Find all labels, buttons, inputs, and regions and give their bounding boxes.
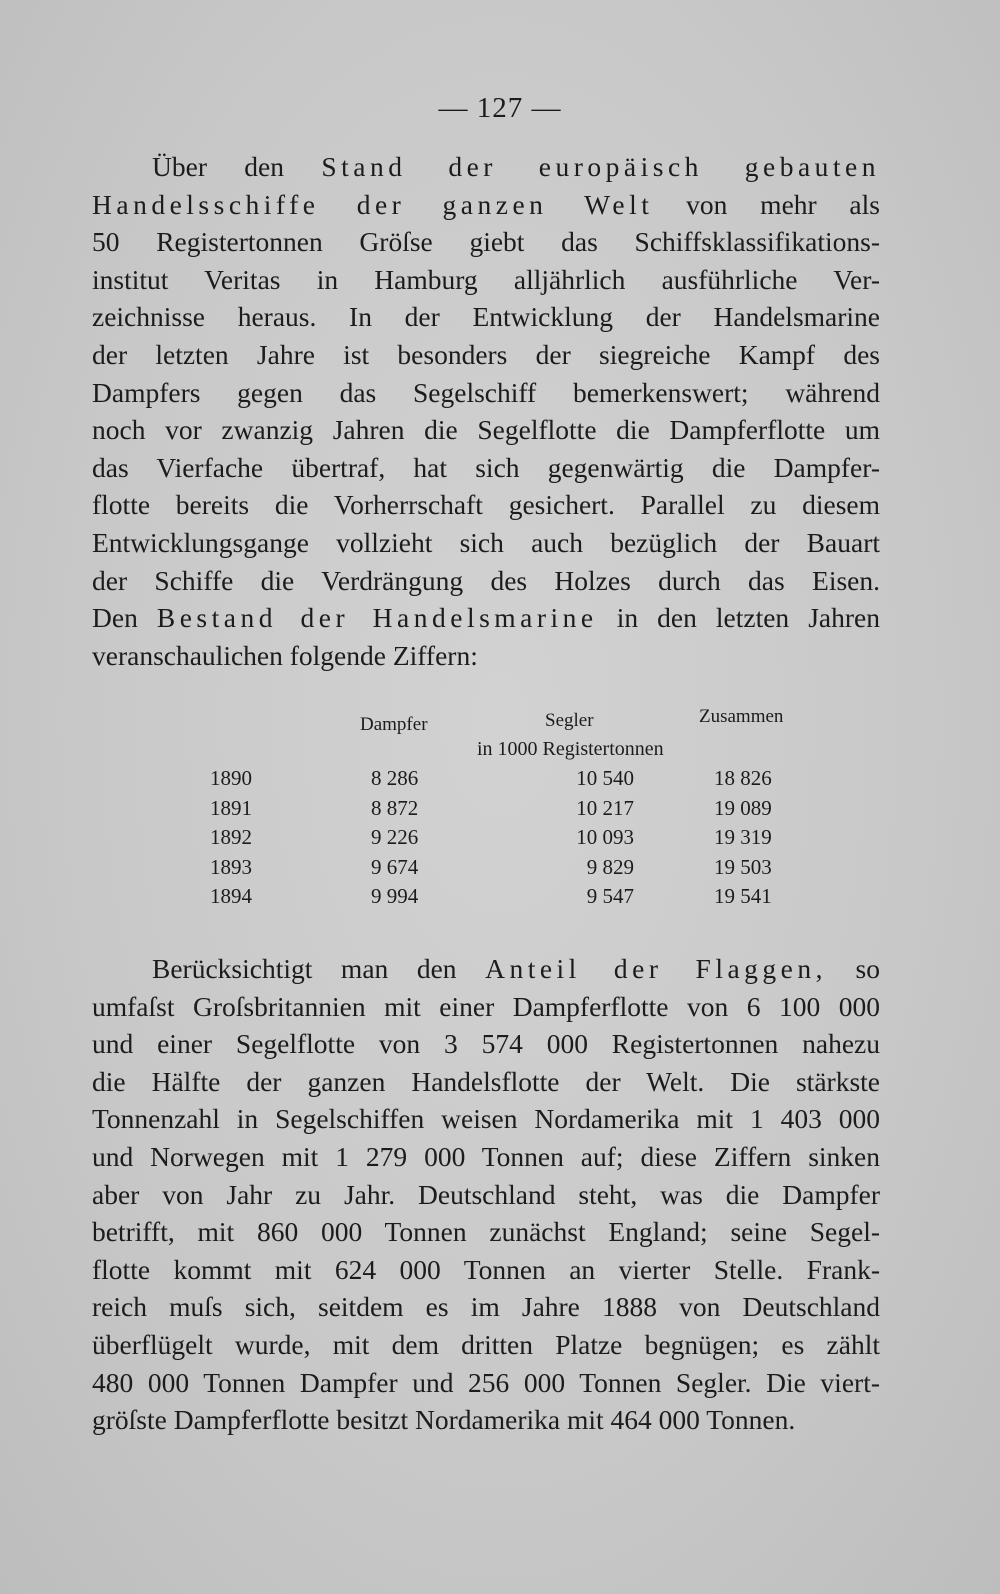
cell-dampfer: 9 226: [371, 825, 419, 849]
text-line: [92, 950, 880, 988]
text-run: betrifft, mit 860 000 Tonnen zunächst England; seine Segel-: [92, 1216, 880, 1248]
text-line: [92, 1251, 880, 1289]
text-run: die Hälfte der ganzen Handelsflotte der Welt. Die stärkste: [92, 1065, 880, 1097]
column-header-zusammen: Zusammen: [699, 706, 784, 727]
text-line: [92, 988, 880, 1026]
text-run: noch vor zwanzig Jahren die Segelflotte die Dampferflotte um: [92, 414, 880, 446]
cell-segler: 10 217: [576, 795, 634, 820]
paragraph-flags: [92, 950, 880, 1439]
text-line: [92, 1326, 880, 1364]
table-header: [92, 708, 892, 766]
text-run: zeichnisse heraus. In der Entwicklung der Handelsmarine: [92, 301, 880, 333]
text-line: [92, 1138, 880, 1176]
text-line: [92, 562, 880, 600]
cell-year: 1893: [210, 854, 252, 879]
cell-zusammen: 18 826: [714, 766, 772, 790]
cell-dampfer: 8 286: [371, 766, 419, 790]
text-run: in den letzten Jahren: [597, 602, 880, 634]
text-run: gröſste Dampferflotte besitzt Nordamerika mit 464 000 Tonnen.: [92, 1404, 796, 1436]
text-line: [92, 411, 880, 449]
text-line: [92, 1063, 880, 1101]
cell-segler: 9 547: [586, 884, 634, 908]
cell-dampfer: 8 872: [371, 795, 419, 820]
text-line: [92, 1364, 880, 1402]
cell-segler: 9 829: [586, 854, 634, 879]
text-line: [92, 1213, 880, 1251]
cell-year: 1894: [210, 884, 252, 908]
cell-dampfer: 9 994: [371, 884, 419, 908]
text-run: Tonnenzahl in Segelschiffen weisen Nordamerika mit 1 403 000: [92, 1103, 880, 1135]
text-run: überflügelt wurde, mit dem dritten Platze begnügen; es zählt: [92, 1328, 880, 1360]
text-line: [92, 1100, 880, 1138]
cell-year: 1890: [210, 766, 252, 790]
text-run: 480 000 Tonnen Dampfer und 256 000 Tonnen Segler. Die viert-: [92, 1366, 880, 1398]
text-run: institut Veritas in Hamburg alljährlich ausführliche Ver-: [92, 263, 880, 295]
cell-dampfer: 9 674: [371, 854, 419, 879]
text-line: [92, 1401, 880, 1439]
cell-year: 1891: [210, 795, 252, 820]
text-run: Den: [92, 602, 157, 634]
page-number: — 127 —: [438, 92, 562, 124]
table-row: [92, 825, 892, 855]
cell-zusammen: 19 541: [714, 884, 772, 908]
text-run: Entwicklungsgange vollzieht sich auch bezüglich der Bauart: [92, 526, 880, 558]
spaced-emphasis: Stand der europäisch gebauten: [321, 151, 880, 182]
text-run: und Norwegen mit 1 279 000 Tonnen auf; diese Ziffern sinken: [92, 1140, 880, 1172]
text-run: der Schiffe die Verdrängung des Holzes durch das Eisen.: [92, 564, 880, 596]
spaced-emphasis: Handelsschiffe der ganzen Welt: [92, 188, 654, 220]
cell-zusammen: 19 503: [714, 854, 772, 879]
cell-zusammen: 19 319: [714, 825, 772, 849]
table-row: [92, 766, 892, 796]
text-line: [92, 374, 880, 412]
text-line: [92, 524, 880, 562]
table-row: [92, 855, 892, 885]
text-run: umfaſst Groſsbritannien mit einer Dampferflotte von 6 100 000: [92, 990, 880, 1022]
text-run: Dampfers gegen das Segelschiff bemerkenswert; während: [92, 376, 880, 408]
text-line: [92, 298, 880, 336]
cell-year: 1892: [210, 825, 252, 849]
cell-zusammen: 19 089: [714, 795, 772, 820]
text-line: [92, 186, 880, 224]
column-header-segler: Segler: [545, 710, 594, 731]
unit-caption: in 1000 Registertonnen: [477, 738, 664, 760]
text-run: flotte bereits die Vorherrschaft gesichert. Parallel zu diesem: [92, 489, 880, 521]
column-header-dampfer: Dampfer: [360, 714, 428, 735]
text-line: [92, 261, 880, 299]
text-run: aber von Jahr zu Jahr. Deutschland steht, was die Dampfer: [92, 1178, 880, 1210]
text-line: [92, 1288, 880, 1326]
text-run: flotte kommt mit 624 000 Tonnen an vierter Stelle. Frank-: [92, 1253, 880, 1285]
text-line: [92, 486, 880, 524]
text-line: [92, 1176, 880, 1214]
text-run: 50 Registertonnen Gröſse giebt das Schiffsklassifikations-: [92, 226, 880, 258]
text-run: von mehr als: [653, 188, 880, 220]
text-line: [92, 336, 880, 374]
text-line: [92, 449, 880, 487]
table-row: [92, 884, 892, 914]
table-row: [92, 796, 892, 826]
text-line: [92, 223, 880, 261]
text-run: so: [827, 953, 880, 984]
text-line: [92, 637, 880, 675]
paragraph-intro: [92, 148, 880, 674]
text-run: veranschaulichen folgende Ziffern:: [92, 639, 478, 671]
text-line: [92, 148, 880, 186]
spaced-emphasis: Anteil der Flaggen,: [485, 953, 827, 984]
text-run: reich muſs sich, seitdem es im Jahre 1888 von Deutschland: [92, 1291, 880, 1323]
cell-segler: 10 540: [576, 766, 634, 790]
text-run: und einer Segelflotte von 3 574 000 Registertonnen nahezu: [92, 1028, 880, 1060]
cell-segler: 10 093: [576, 825, 634, 849]
text-run: Berücksichtigt man den: [152, 953, 486, 984]
text-run: das Vierfache übertraf, hat sich gegenwärtig die Dampfer-: [92, 451, 880, 483]
text-line: [92, 1025, 880, 1063]
text-line: [92, 599, 880, 637]
table-body: [92, 766, 892, 914]
spaced-emphasis: Bestand der Handelsmarine: [156, 602, 598, 634]
text-run: Über den: [152, 151, 322, 182]
text-run: der letzten Jahre ist besonders der siegreiche Kampf des: [92, 338, 880, 370]
fleet-table: [92, 708, 892, 914]
